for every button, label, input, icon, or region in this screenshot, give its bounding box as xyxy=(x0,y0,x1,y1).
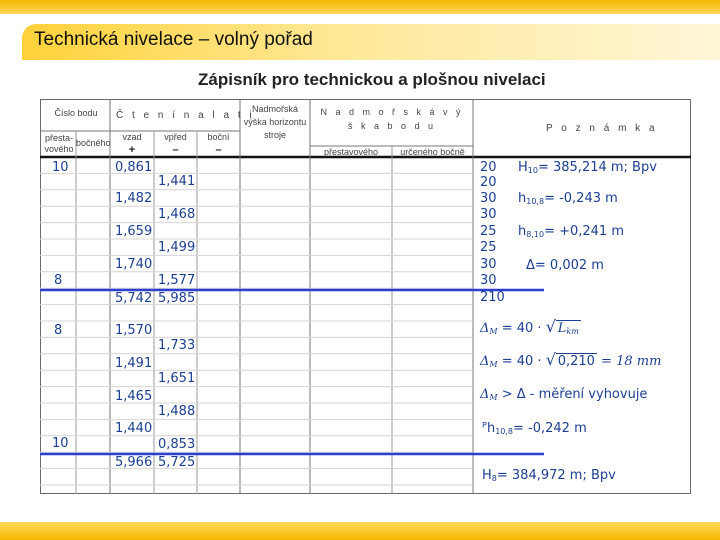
sheet-title: Zápisník pro technickou a plošnou nivelaci xyxy=(198,70,546,89)
vpred-sum: 5,725 xyxy=(158,455,196,470)
header-nadmorska-vyska-bodu: N a d m o ř s k á v ý š k a b o d u xyxy=(320,107,464,131)
vzad-value: 1,570 xyxy=(115,323,153,338)
note-dm-formula: $\Delta_M = 40$ · √ $L_{km}$ xyxy=(480,317,579,336)
sqrt-symbol: √ 0,210 xyxy=(545,350,595,369)
vpred-value: 1,468 xyxy=(158,207,196,222)
note-compare: $\Delta_M > \Delta$ - měření vyhovuje xyxy=(480,387,648,402)
header-bocne: boční xyxy=(207,132,230,142)
vpred-value: 1,499 xyxy=(158,240,196,255)
header-cteni-na-lati: Č t e n í n a l a t i xyxy=(116,110,255,121)
distance-value: 20 xyxy=(480,160,497,175)
point-label: 10 xyxy=(52,436,69,451)
distance-sum: 210 xyxy=(480,290,505,305)
vpred-sum: 5,985 xyxy=(158,291,196,306)
note-h10: $H_{10}= 385,214$ m; Bpv xyxy=(518,160,657,175)
note-delta: Δ= 0,002 m xyxy=(526,258,604,273)
header-cislo-bodu: Číslo bodu xyxy=(54,108,98,118)
slide-title: Technická nivelace – volný pořad xyxy=(34,29,313,50)
note-ph: ᴾh$_{10,8}$= -0,242 m xyxy=(482,421,587,436)
vzad-value: 1,740 xyxy=(115,257,153,272)
vpred-value: 1,651 xyxy=(158,371,196,386)
leveling-sheet xyxy=(40,99,691,494)
vzad-value: 1,659 xyxy=(115,224,153,239)
vzad-value: 0,861 xyxy=(115,160,153,175)
vpred-value: 1,577 xyxy=(158,273,196,288)
distance-value: 25 xyxy=(480,240,497,255)
note-h8: $H_8= 384,972$ m; Bpv xyxy=(482,468,616,483)
vzad-value: 1,465 xyxy=(115,389,153,404)
vpred-value: 0,853 xyxy=(158,437,196,452)
header-prestavoveho: přestavového xyxy=(323,147,379,157)
header-nadmorska-horizontu: Nadmořská výška horizontu stroje xyxy=(243,104,307,140)
distance-value: 30 xyxy=(480,191,497,206)
top-accent-bar xyxy=(0,0,720,14)
vzad-value: 1,482 xyxy=(115,191,153,206)
point-label: 8 xyxy=(54,323,63,338)
vzad-value: 1,440 xyxy=(115,421,153,436)
distance-value: 30 xyxy=(480,273,497,288)
note-dm-calc: $\Delta_M = 40$ · √ 0,210 = 18 mm xyxy=(480,350,662,369)
vzad-sum: 5,742 xyxy=(115,291,153,306)
bottom-accent-bar xyxy=(0,522,720,540)
vzad-sum: 5,966 xyxy=(115,455,153,470)
distance-value: 30 xyxy=(480,207,497,222)
distance-value: 25 xyxy=(480,224,497,239)
vpred-value: 1,733 xyxy=(158,338,196,353)
note-h10-8: $h_{10,8}= -0,243$ m xyxy=(518,191,618,206)
header-bocne-sign: – xyxy=(215,144,222,156)
vzad-value: 1,491 xyxy=(115,356,153,371)
header-prestavoveho-short: přesta-vového xyxy=(44,133,74,154)
vpred-value: 1,488 xyxy=(158,404,196,419)
header-poznamka: P o z n á m k a xyxy=(546,123,658,134)
header-vzad: vzad xyxy=(122,132,142,142)
sqrt-symbol: √ $L_{km}$ xyxy=(545,317,579,336)
note-h8-10: $h_{8,10}= +0,241$ m xyxy=(518,224,624,239)
vpred-value: 1,441 xyxy=(158,174,196,189)
header-urceneho-bocne: určeného bočně xyxy=(400,147,465,157)
distance-value: 20 xyxy=(480,175,497,190)
point-label: 10 xyxy=(52,160,69,175)
distance-value: 30 xyxy=(480,257,497,272)
header-vpred: vpřed xyxy=(164,132,187,142)
header-bocneho: bočného xyxy=(76,138,111,148)
header-vpred-sign: – xyxy=(172,144,179,156)
header-vzad-sign: + xyxy=(128,144,136,156)
point-label: 8 xyxy=(54,273,63,288)
